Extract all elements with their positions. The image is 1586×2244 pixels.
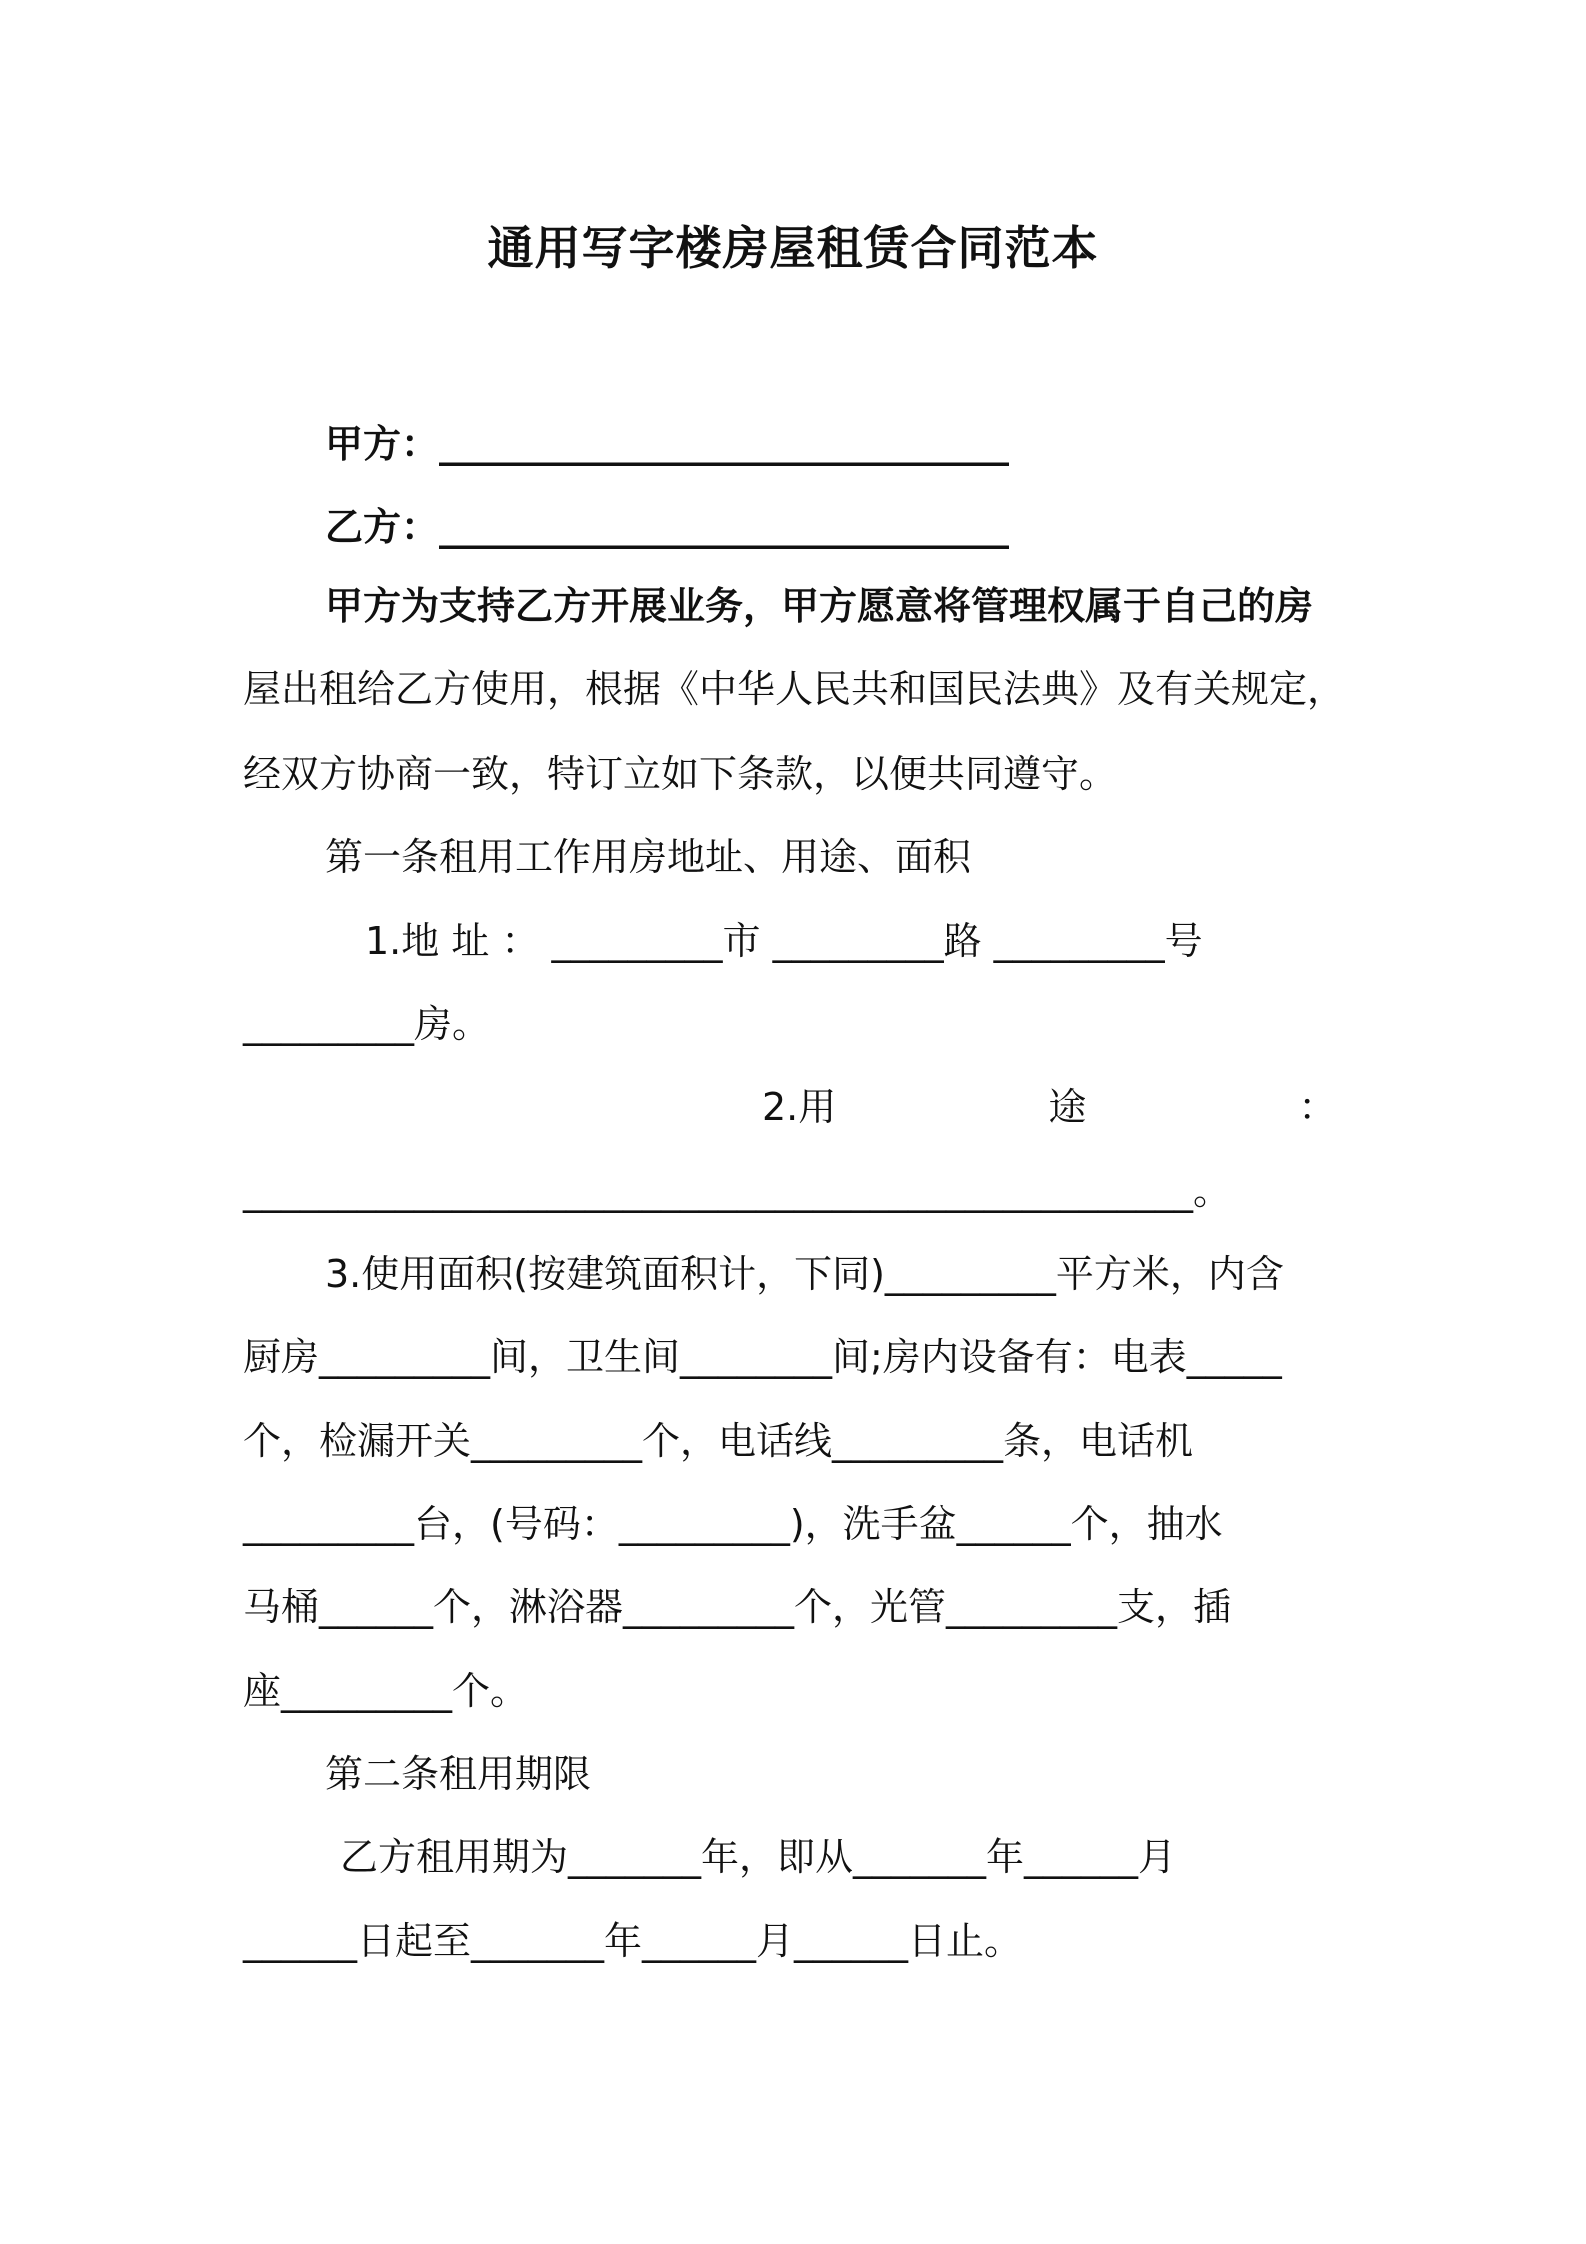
article1-area-line-5: 马桶______个，淋浴器_________个，光管_________支，插 [243, 1585, 1232, 1629]
article1-heading: 第一条租用工作用房地址、用途、面积 [325, 835, 972, 879]
article1-area-line-1: 3.使用面积(按建筑面积计，下同)_________平方米，内含 [325, 1252, 1284, 1296]
article2-heading: 第二条租用期限 [325, 1752, 592, 1796]
article1-area-line-2: 厨房_________间，卫生间________间;房内设备有：电表_____ [243, 1335, 1282, 1379]
party-b-label: 乙方： [325, 505, 440, 549]
party-a-blank: ______________________________ [439, 422, 1010, 466]
party-b-line [325, 503, 1009, 551]
article2-line-1: 乙方租用期为_______年，即从_______年______月 [340, 1835, 1177, 1879]
article1-use-line-2: __________________________________________________。 [243, 1169, 1232, 1213]
article1-area-line-6: 座_________个。 [243, 1669, 529, 1713]
article1-address-line-2: _________房。 [243, 1002, 491, 1046]
article2-line-2: ______日起至_______年______月______日止。 [243, 1919, 1023, 1963]
party-a-line [325, 420, 1009, 468]
article1-use-line-1: 2.用 途 ： [762, 1085, 1337, 1129]
party-b-blank: ______________________________ [439, 505, 1010, 549]
party-a-label: 甲方： [325, 422, 440, 466]
intro-line-3: 经双方协商一致，特订立如下条款，以便共同遵守。 [243, 752, 1118, 796]
document-title: 通用写字楼房屋租赁合同范本 [487, 221, 1099, 275]
intro-line-2: 屋出租给乙方使用，根据《中华人民共和国民法典》及有关规定， [243, 667, 1346, 711]
article1-area-line-3: 个，检漏开关_________个，电话线_________条，电话机 [243, 1419, 1194, 1463]
intro-line-1: 甲方为支持乙方开展业务，甲方愿意将管理权属于自己的房 [325, 584, 1314, 628]
article1-address-line-1: 1.地 址 ： _________市 _________路 _________号 [365, 919, 1203, 963]
article1-area-line-4: _________台，(号码：_________)，洗手盆______个，抽水 [243, 1502, 1223, 1546]
